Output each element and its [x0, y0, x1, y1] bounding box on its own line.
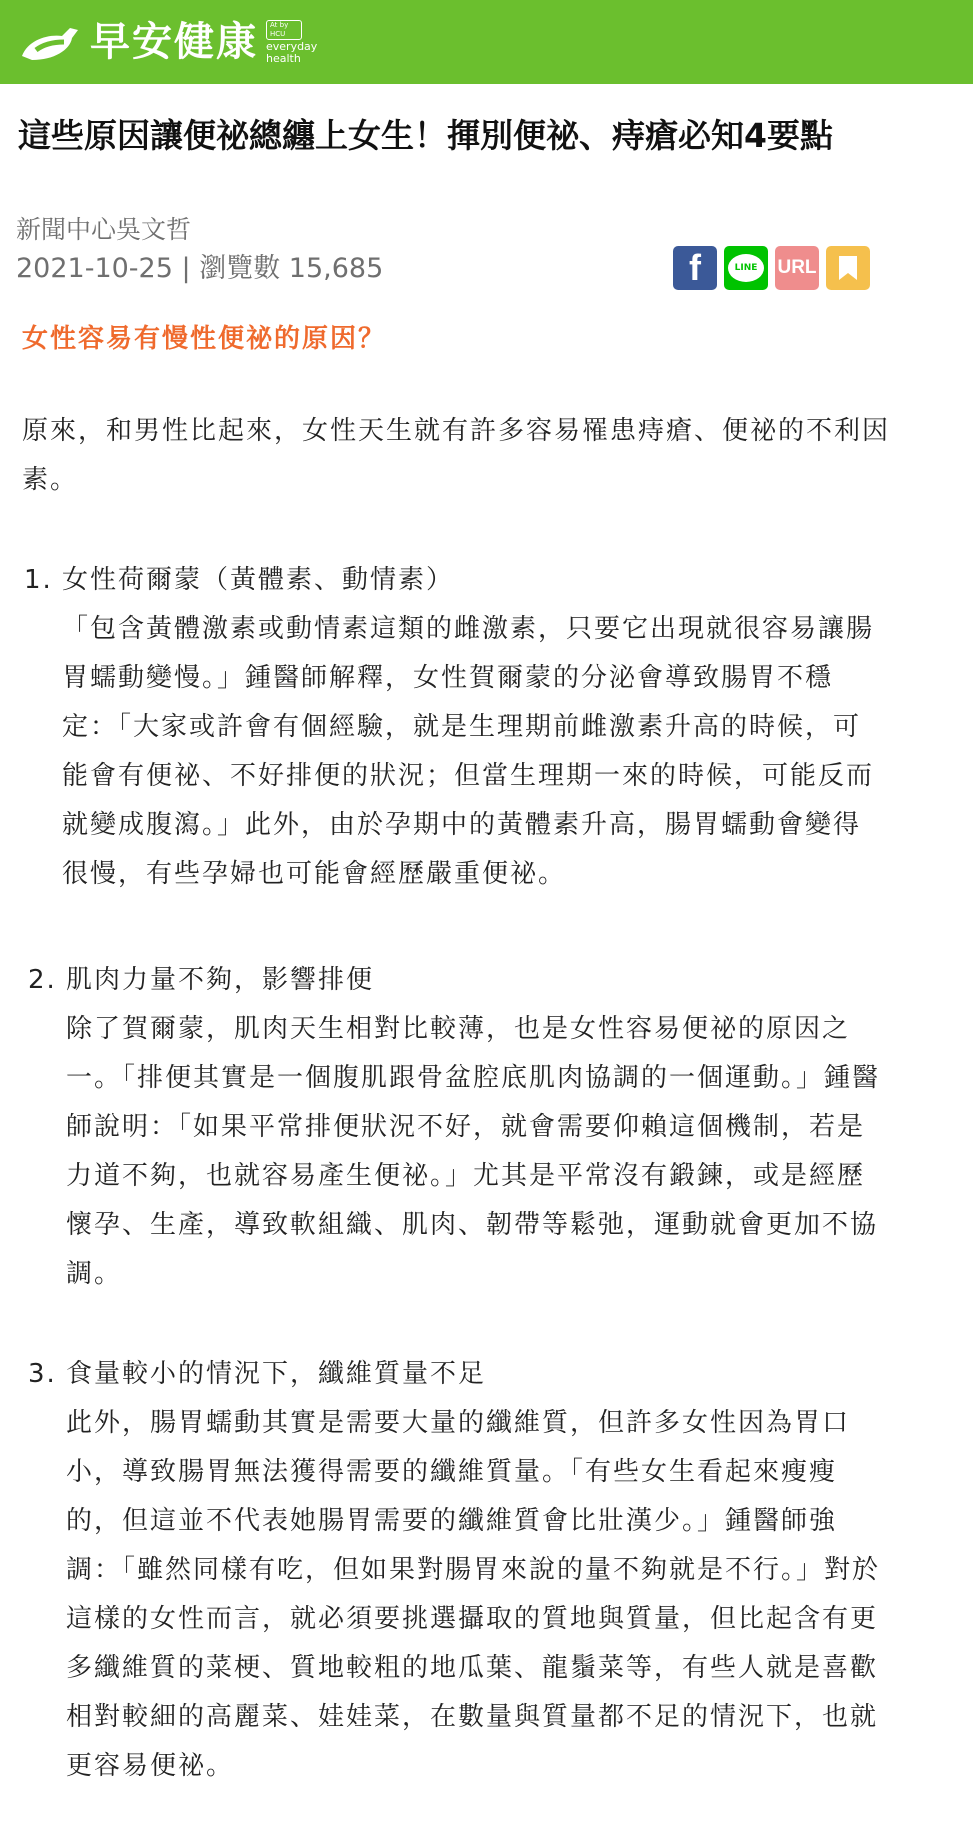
bookmark-icon [837, 254, 859, 282]
list-item-title: 肌肉力量不夠，影響排便 [66, 965, 375, 995]
list-item-number: 1. [24, 565, 53, 595]
url-icon: URL [777, 257, 817, 278]
copy-url-button[interactable] [775, 246, 819, 290]
meta-separator: | [181, 253, 191, 284]
share-line-button[interactable] [724, 246, 768, 290]
share-facebook-button[interactable] [673, 246, 717, 290]
view-count: 瀏覽數 15,685 [199, 253, 384, 284]
list-item-heading [24, 556, 454, 605]
list-item-number: 3. [28, 1359, 57, 1389]
list-item-title: 食量較小的情況下，纖維質量不足 [66, 1359, 487, 1389]
intro-paragraph: 原來，和男性比起來，女性天生就有許多容易罹患痔瘡、便祕的不利因素。 [22, 416, 891, 495]
list-item-body: 除了賀爾蒙，肌肉天生相對比較薄，也是女性容易便祕的原因之一。「排便其實是一個腹肌跟骨盆腔底肌肉協調的一個運動。」鍾醫師說明：「如果平常排便狀況不好，就會需要仰賴這個機制，若是力道不夠，也就容易產生便祕。」尤其是平常沒有鍛鍊，或是經歷懷孕、生產，導致軟組織、肌肉、韌帶等鬆弛，運動就會更加不協調。 [66, 1014, 881, 1289]
facebook-icon: f [689, 247, 701, 288]
site-header [0, 0, 973, 84]
section-heading: 女性容易有慢性便祕的原因？ [22, 324, 387, 354]
brand-name[interactable]: 早安健康 [90, 19, 258, 65]
article-author[interactable]: 新聞中心吳文哲 [16, 215, 192, 244]
list-item-heading [28, 956, 374, 1005]
bird-logo-icon[interactable] [18, 20, 82, 64]
brand-tagline [266, 20, 317, 65]
bookmark-button[interactable] [826, 246, 870, 290]
line-icon: LINE [728, 254, 764, 282]
list-item-body: 此外，腸胃蠕動其實是需要大量的纖維質，但許多女性因為胃口小，導致腸胃無法獲得需要的纖維質量。「有些女生看起來瘦瘦的，但這並不代表她腸胃需要的纖維質會比壯漢少。」鍾醫師強調：「雖然同樣有吃，但如果對腸胃來說的量不夠就是不行。」對於這樣的女性而言，就必須要挑選攝取的質地與質量，但比起含有更多纖維質的菜梗、質地較粗的地瓜葉、龍鬚菜等，有些人就是喜歡相對較細的高麗菜、娃娃菜，在數量與質量都不足的情況下，也就更容易便祕。 [66, 1408, 881, 1781]
brand-sub-health: health [266, 51, 301, 65]
brand-sub-everyday: everyday [266, 39, 318, 53]
list-item-number: 2. [28, 965, 57, 995]
article-date: 2021-10-25 [16, 253, 173, 284]
list-item-title: 女性荷爾蒙（黃體素、動情素） [62, 565, 455, 595]
brand-badge: At by HCU [266, 20, 302, 40]
list-item-heading [28, 1350, 486, 1399]
article-title: 這些原因讓便祕總纏上女生！揮別便祕、痔瘡必知4要點 [18, 116, 833, 155]
list-item-body: 「包含黃體激素或動情素這類的雌激素，只要它出現就很容易讓腸胃蠕動變慢。」鍾醫師解釋，女性賀爾蒙的分泌會導致腸胃不穩定：「大家或許會有個經驗，就是生理期前雌激素升高的時候，可能會有便祕、不好排便的狀況；但當生理期一來的時候，可能反而就變成腹瀉。」此外，由於孕期中的黃體素升高，腸胃蠕動會變得很慢，有些孕婦也可能會經歷嚴重便祕。 [62, 614, 875, 889]
article-meta [16, 246, 383, 285]
